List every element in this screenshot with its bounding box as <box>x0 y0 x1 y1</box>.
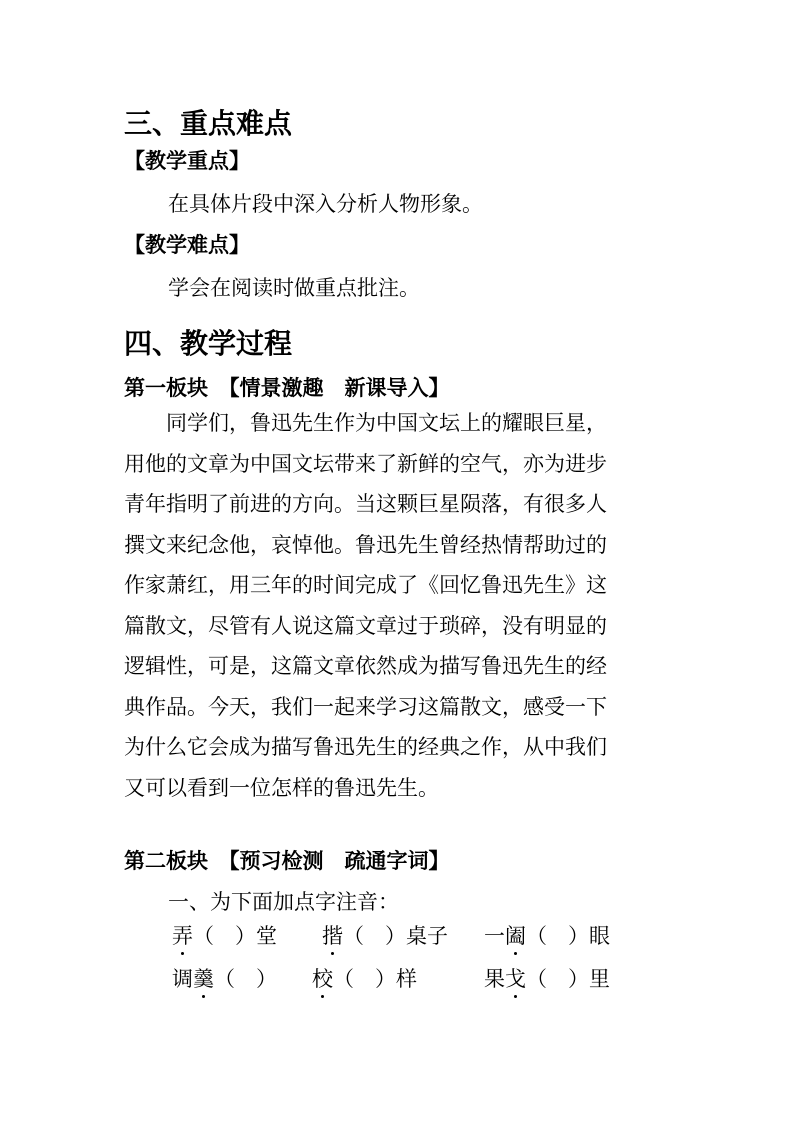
section4-title: 四、教学过程 <box>124 327 293 360</box>
block1-heading: 第一板块 【情景激趣 新课导入】 <box>124 376 450 400</box>
dotted-character: 戈 <box>505 963 526 993</box>
paragraph-line: 用他的文章为中国文坛带来了新鲜的空气，亦为进步 <box>124 451 607 476</box>
section3-title: 三、重点难点 <box>124 107 293 140</box>
character: 调 <box>172 967 193 991</box>
answer-blank: （ ）里 <box>526 967 610 991</box>
paragraph-line: 撰文来纪念他，哀悼他。鲁迅先生曾经热情帮助过的 <box>124 532 607 557</box>
answer-blank: （ ）眼 <box>526 924 610 948</box>
character: 一 <box>484 924 505 948</box>
exercise-item <box>484 963 610 993</box>
exercise-item <box>484 920 610 950</box>
answer-blank: （ ）堂 <box>193 924 277 948</box>
teaching-difficulty-label: 【教学难点】 <box>124 233 250 257</box>
dotted-character: 阖 <box>505 920 526 950</box>
pinyin-instruction: 一、为下面加点字注音： <box>168 890 399 914</box>
paragraph-line: 篇散文，尽管有人说这篇文章过于琐碎，没有明显的 <box>124 613 607 638</box>
paragraph-line: 典作品。今天，我们一起来学习这篇散文，感受一下 <box>124 694 607 719</box>
exercise-item <box>312 963 417 993</box>
exercise-item <box>172 920 277 950</box>
exercise-item <box>322 920 448 950</box>
dotted-character: 弄 <box>172 920 193 950</box>
block1-paragraph <box>124 403 674 808</box>
dotted-character: 校 <box>312 963 333 993</box>
dotted-character: 羹 <box>193 963 214 993</box>
teaching-focus-label: 【教学重点】 <box>124 149 250 173</box>
block2-heading: 第二板块 【预习检测 疏通字词】 <box>124 849 450 873</box>
answer-blank: （ ）样 <box>333 967 417 991</box>
paragraph-line: 同学们，鲁迅先生作为中国文坛上的耀眼巨星， <box>124 411 607 435</box>
answer-blank: （ ） <box>214 967 277 991</box>
dotted-character: 揩 <box>322 920 343 950</box>
paragraph-line: 逻辑性，可是，这篇文章依然成为描写鲁迅先生的经 <box>124 654 607 678</box>
paragraph-line: 又可以看到一位怎样的鲁迅先生。 <box>124 775 439 800</box>
teaching-difficulty-text: 学会在阅读时做重点批注。 <box>168 276 420 300</box>
exercise-item <box>172 963 277 993</box>
paragraph-line: 为什么它会成为描写鲁迅先生的经典之作，从中我们 <box>124 735 607 759</box>
teaching-focus-text: 在具体片段中深入分析人物形象。 <box>168 192 483 216</box>
paragraph-line: 作家萧红，用三年的时间完成了《回忆鲁迅先生》这 <box>124 573 607 597</box>
character: 果 <box>484 967 505 991</box>
answer-blank: （ ）桌子 <box>343 924 448 948</box>
paragraph-line: 青年指明了前进的方向。当这颗巨星陨落，有很多人 <box>124 492 607 516</box>
